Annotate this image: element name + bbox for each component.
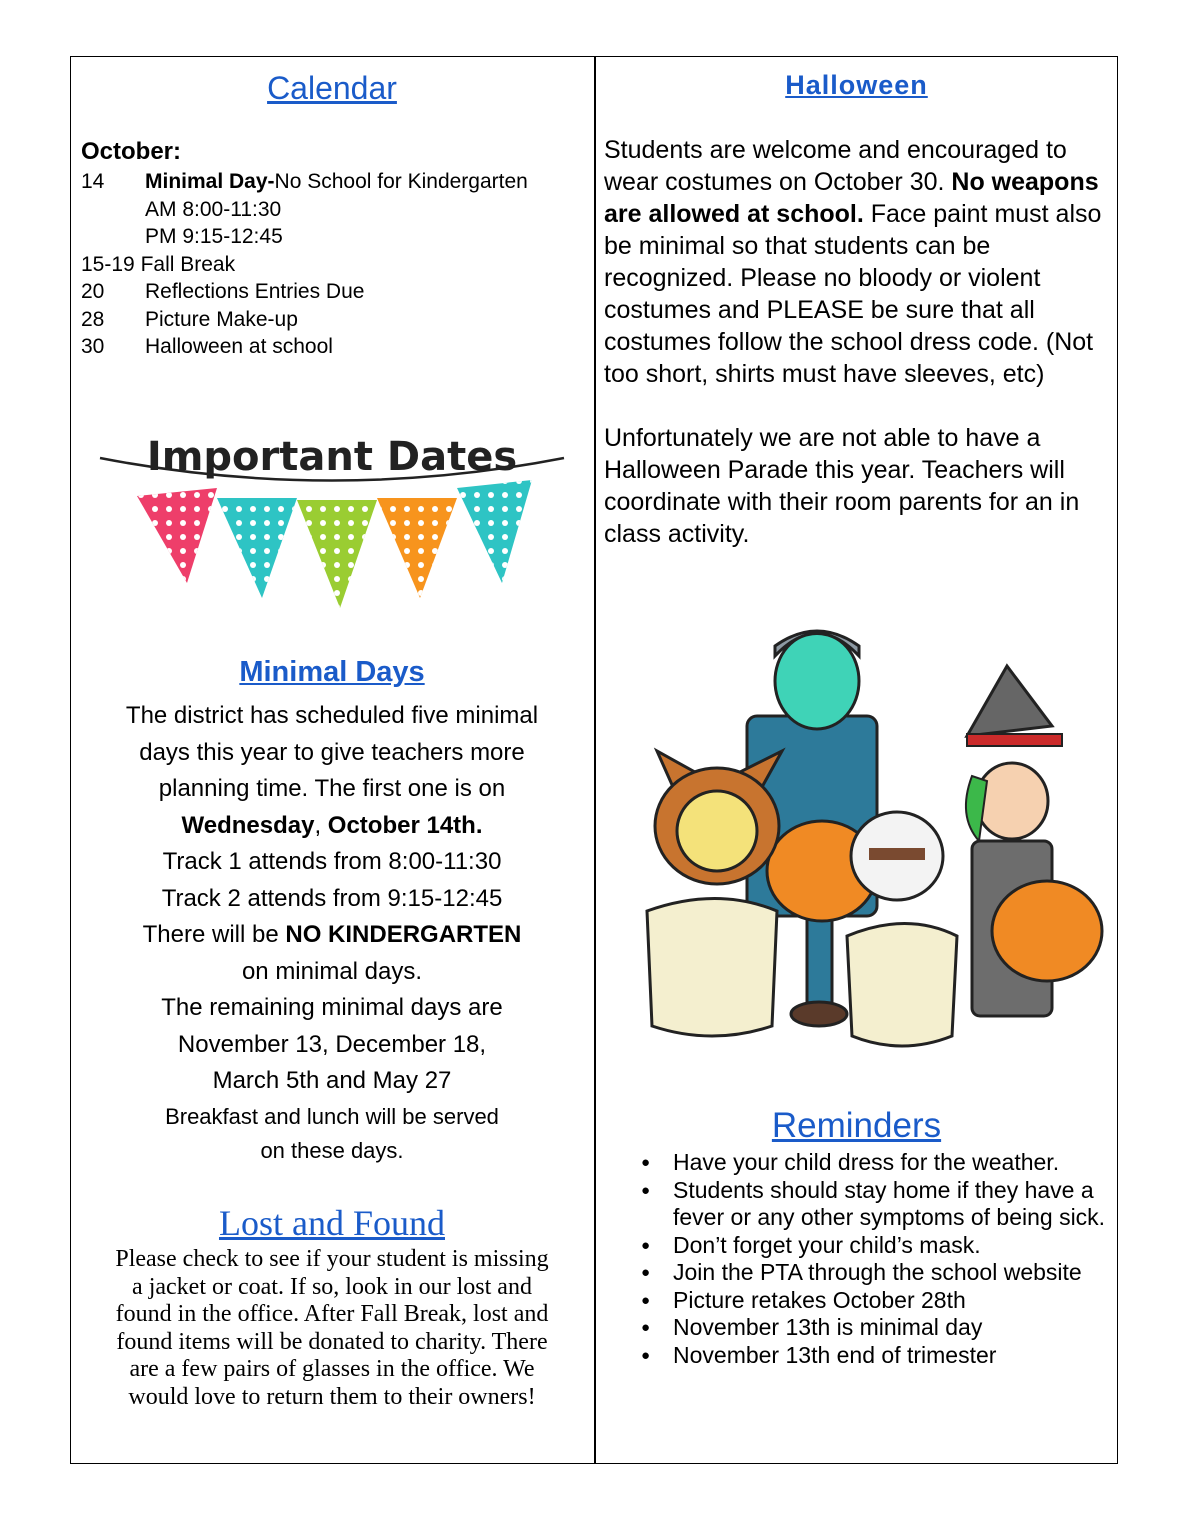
calendar-row: PM 9:15-12:45 [145,225,283,248]
list-item: ● November 13th end of trimester [637,1342,1107,1370]
important-dates-banner [92,418,572,618]
lost-found-title: Lost and Found [218,1203,445,1243]
calendar-row: 28 Picture Make-up [81,307,298,331]
minimal-days-body: The district has scheduled five minimal days this year to give teachers more planning time. The first one is on Wednesday, October 14th. Track 1 attends from 8:00-11:30 Track 2 attends from 9:15-12:45 There will be NO KINDERGARTEN on minimal days. The remaining minimal days are November 13, December 18, March 5th and May 27 Breakfast and lunch will be served on these days. [72,698,592,1168]
list-item: ● November 13th is minimal day [637,1314,1107,1342]
calendar-title: Calendar [267,70,397,106]
calendar-row: 30 Halloween at school [81,335,333,358]
calendar-row: 14 Minimal Day-No School for Kindergarten [81,170,528,193]
calendar-list [81,168,591,361]
list-item: ● Join the PTA through the school website [637,1259,1107,1287]
lost-found-body: Please check to see if your student is missing a jacket or coat. If so, look in our lost and found in the office. After Fall Break, lost and found items will be donated to charity. There are a few pairs of glasses in the office. We would love to return them to their owners! [115,1246,549,1410]
halloween-paragraph: Students are welcome and encouraged to wear costumes on October 30. No weapons are allowed at school. Face paint must also be minimal so that students can be recognized. Please no bloody or violent costumes and PLEASE be sure that all costumes follow the school dress code. (Not too short, shirts must have sleeves, etc) [604,136,1102,388]
list-item: ● Picture retakes October 28th [637,1287,1107,1315]
reminders-list [637,1149,1107,1369]
calendar-row: AM 8:00-11:30 [145,197,282,221]
column-divider [594,56,596,1464]
reminders-title: Reminders [771,1106,942,1145]
halloween-title: Halloween [785,70,928,100]
halloween-body [604,134,1114,582]
list-item: ● Don’t forget your child’s mask. [637,1232,1107,1260]
minimal-days-title: Minimal Days [239,656,425,688]
first-minimal-day: Wednesday, October 14th. [181,811,483,839]
calendar-row: 20 Reflections Entries Due [81,280,365,303]
banner-text: Important Dates [146,434,518,480]
calendar-row: 15-19 Fall Break [81,252,236,276]
halloween-paragraph: Unfortunately we are not able to have a Halloween Parade this year. Teachers will coordinate with their room parents for an in class activity. [604,424,1080,548]
list-item: ● Students should stay home if they have a fever or any other symptoms of being sick. [637,1177,1107,1232]
halloween-kids-illustration [607,616,1107,1056]
month-label: October: [81,138,182,165]
list-item: ● Have your child dress for the weather. [637,1149,1107,1177]
